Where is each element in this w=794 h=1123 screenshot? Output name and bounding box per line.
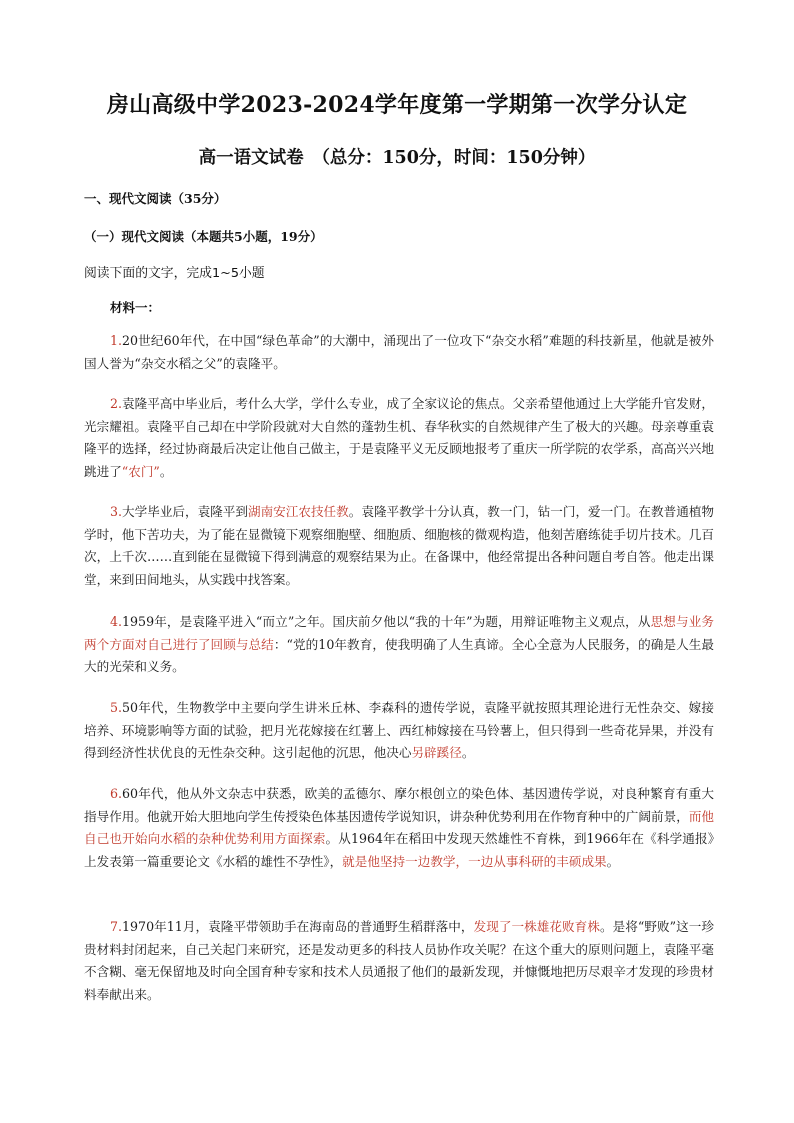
paragraph-3 [84, 501, 714, 591]
paragraph-text-tail: ：“党的10年教育，使我明确了人生真谛。全心全意为人民服务，的确是人生最大的光荣和义务。 [84, 636, 715, 674]
material-label: 材料一： [110, 300, 161, 315]
highlight-text: 思想与业务两个方面对自己进行了回顾与总结 [84, 614, 715, 652]
paragraph-1 [84, 330, 714, 375]
highlight-text: 发现了一株雄花败育株 [473, 919, 600, 934]
paragraph-text-tail: 。 [461, 745, 475, 760]
paragraph-text: 。袁隆平教学十分认真，教一门，钻一门，爱一门。在教普通植物学时，他下苦功夫，为了能在显微镜下观察细胞壁、细胞质、细胞核的微观构造，他刻苦磨练徒手切片技术。几百次，上千次……直到能在显微镜下得到满意的观察结果为止。在备课中，他经常提出各种问题自考自答。他走出课堂，来到田间地头，从实践中找答案。 [84, 504, 715, 587]
paragraph-number: 2. [110, 396, 123, 411]
highlight-text: 另辟蹊径 [411, 745, 462, 760]
paragraph-text: 60年代，他从外文杂志中获悉，欧美的孟德尔、摩尔根创立的染色体、基因遗传学说，对良种繁育有重大指导作用。他就开始大胆地向学生传授染色体基因遗传学说知识，讲杂种优势利用在作物育种中的广阔前景， [84, 786, 714, 824]
paragraph-4 [84, 611, 714, 679]
page-subtitle: 高一语文试卷 （总分：150分，时间：150分钟） [198, 148, 596, 168]
paragraph-number: 5. [110, 700, 123, 715]
paragraph-text: 20世纪60年代，在中国“绿色革命”的大潮中，涌现出了一位攻下“杂交水稻”难题的科技新星，他就是被外国人誉为“杂交水稻之父”的袁隆平。 [84, 333, 714, 371]
paragraph-number: 1. [110, 333, 123, 348]
paragraph-text: 袁隆平高中毕业后，考什么大学，学什么专业，成了全家议论的焦点。父亲希望他通过上大学能升官发财，光宗耀祖。袁隆平自己却在中学阶段就对大自然的蓬勃生机、春华秋实的自然规律产生了极大的兴趣。母亲尊重袁隆平的选择，经过协商最后决定让他自己做主，于是袁隆平义无反顾地报考了重庆一所学院的农学系，高高兴兴地跳进了 [84, 396, 714, 479]
paragraph-text-tail: 。 [159, 463, 173, 479]
paragraph-text-tail: 。 [606, 853, 620, 869]
paragraph-text-mid: 。从1964年在稻田中发现天然雄性不育株，到1966年在《科学通报》上发表第一篇重要论文《水稻的雄性不孕性》， [84, 831, 714, 869]
paragraph-text-head: 大学毕业后，袁隆平到 [122, 504, 248, 519]
paragraph-text: 1970年11月，袁隆平带领助手在海南岛的普通野生稻群落中， [122, 919, 474, 934]
paragraph-text: 50年代，生物教学中主要向学生讲米丘林、李森科的遗传学说，袁隆平就按照其理论进行无性杂交、嫁接培养、环境影响等方面的试验，把月光花嫁接在红薯上、西红柿嫁接在马铃薯上，但只得到一些奇花异果，并没有得到经济性状优良的无性杂交种。这引起他的沉思，他决心 [84, 700, 714, 760]
highlight-text: 湖南安江农技任教 [247, 504, 349, 519]
paragraph-number: 6. [110, 786, 123, 801]
paragraph-number: 4. [110, 614, 123, 629]
paragraph-text-tail: 。是将“野败”这一珍贵材料封闭起来，自己关起门来研究，还是发动更多的科技人员协作攻关呢？在这个重大的原则问题上，袁隆平毫不含糊、毫无保留地及时向全国育种专家和技术人员通报了他们的最新发现，并慷慨地把历尽艰辛才发现的珍贵材料奉献出来。 [84, 919, 715, 1002]
subsection-heading: （一）现代文阅读（本题共5小题，19分） [84, 229, 323, 244]
paragraph-text: 1959年，是袁隆平进入“而立”之年。国庆前夕他以“我的十年”为题，用辩证唯物主义观点，从 [122, 614, 651, 629]
paragraph-5 [84, 697, 714, 765]
paragraph-6 [84, 783, 714, 873]
section-heading: 一、现代文阅读（35分） [84, 191, 227, 206]
highlight-text: “农门” [121, 463, 160, 479]
highlight-text-2: 就是他坚持一边教学，一边从事科研的丰硕成果 [342, 853, 607, 869]
instruction-text: 阅读下面的文字，完成1~5小题 [84, 266, 265, 281]
page-title: 房山高级中学2023-2024学年度第一学期第一次学分认定 [106, 92, 688, 118]
paragraph-number: 7. [110, 919, 123, 934]
paragraph-2 [84, 393, 714, 483]
paragraph-number: 3. [110, 504, 123, 519]
paragraph-7 [84, 916, 714, 1006]
highlight-text: 而他自己也开始向水稻的杂种优势利用方面探索 [84, 808, 715, 846]
